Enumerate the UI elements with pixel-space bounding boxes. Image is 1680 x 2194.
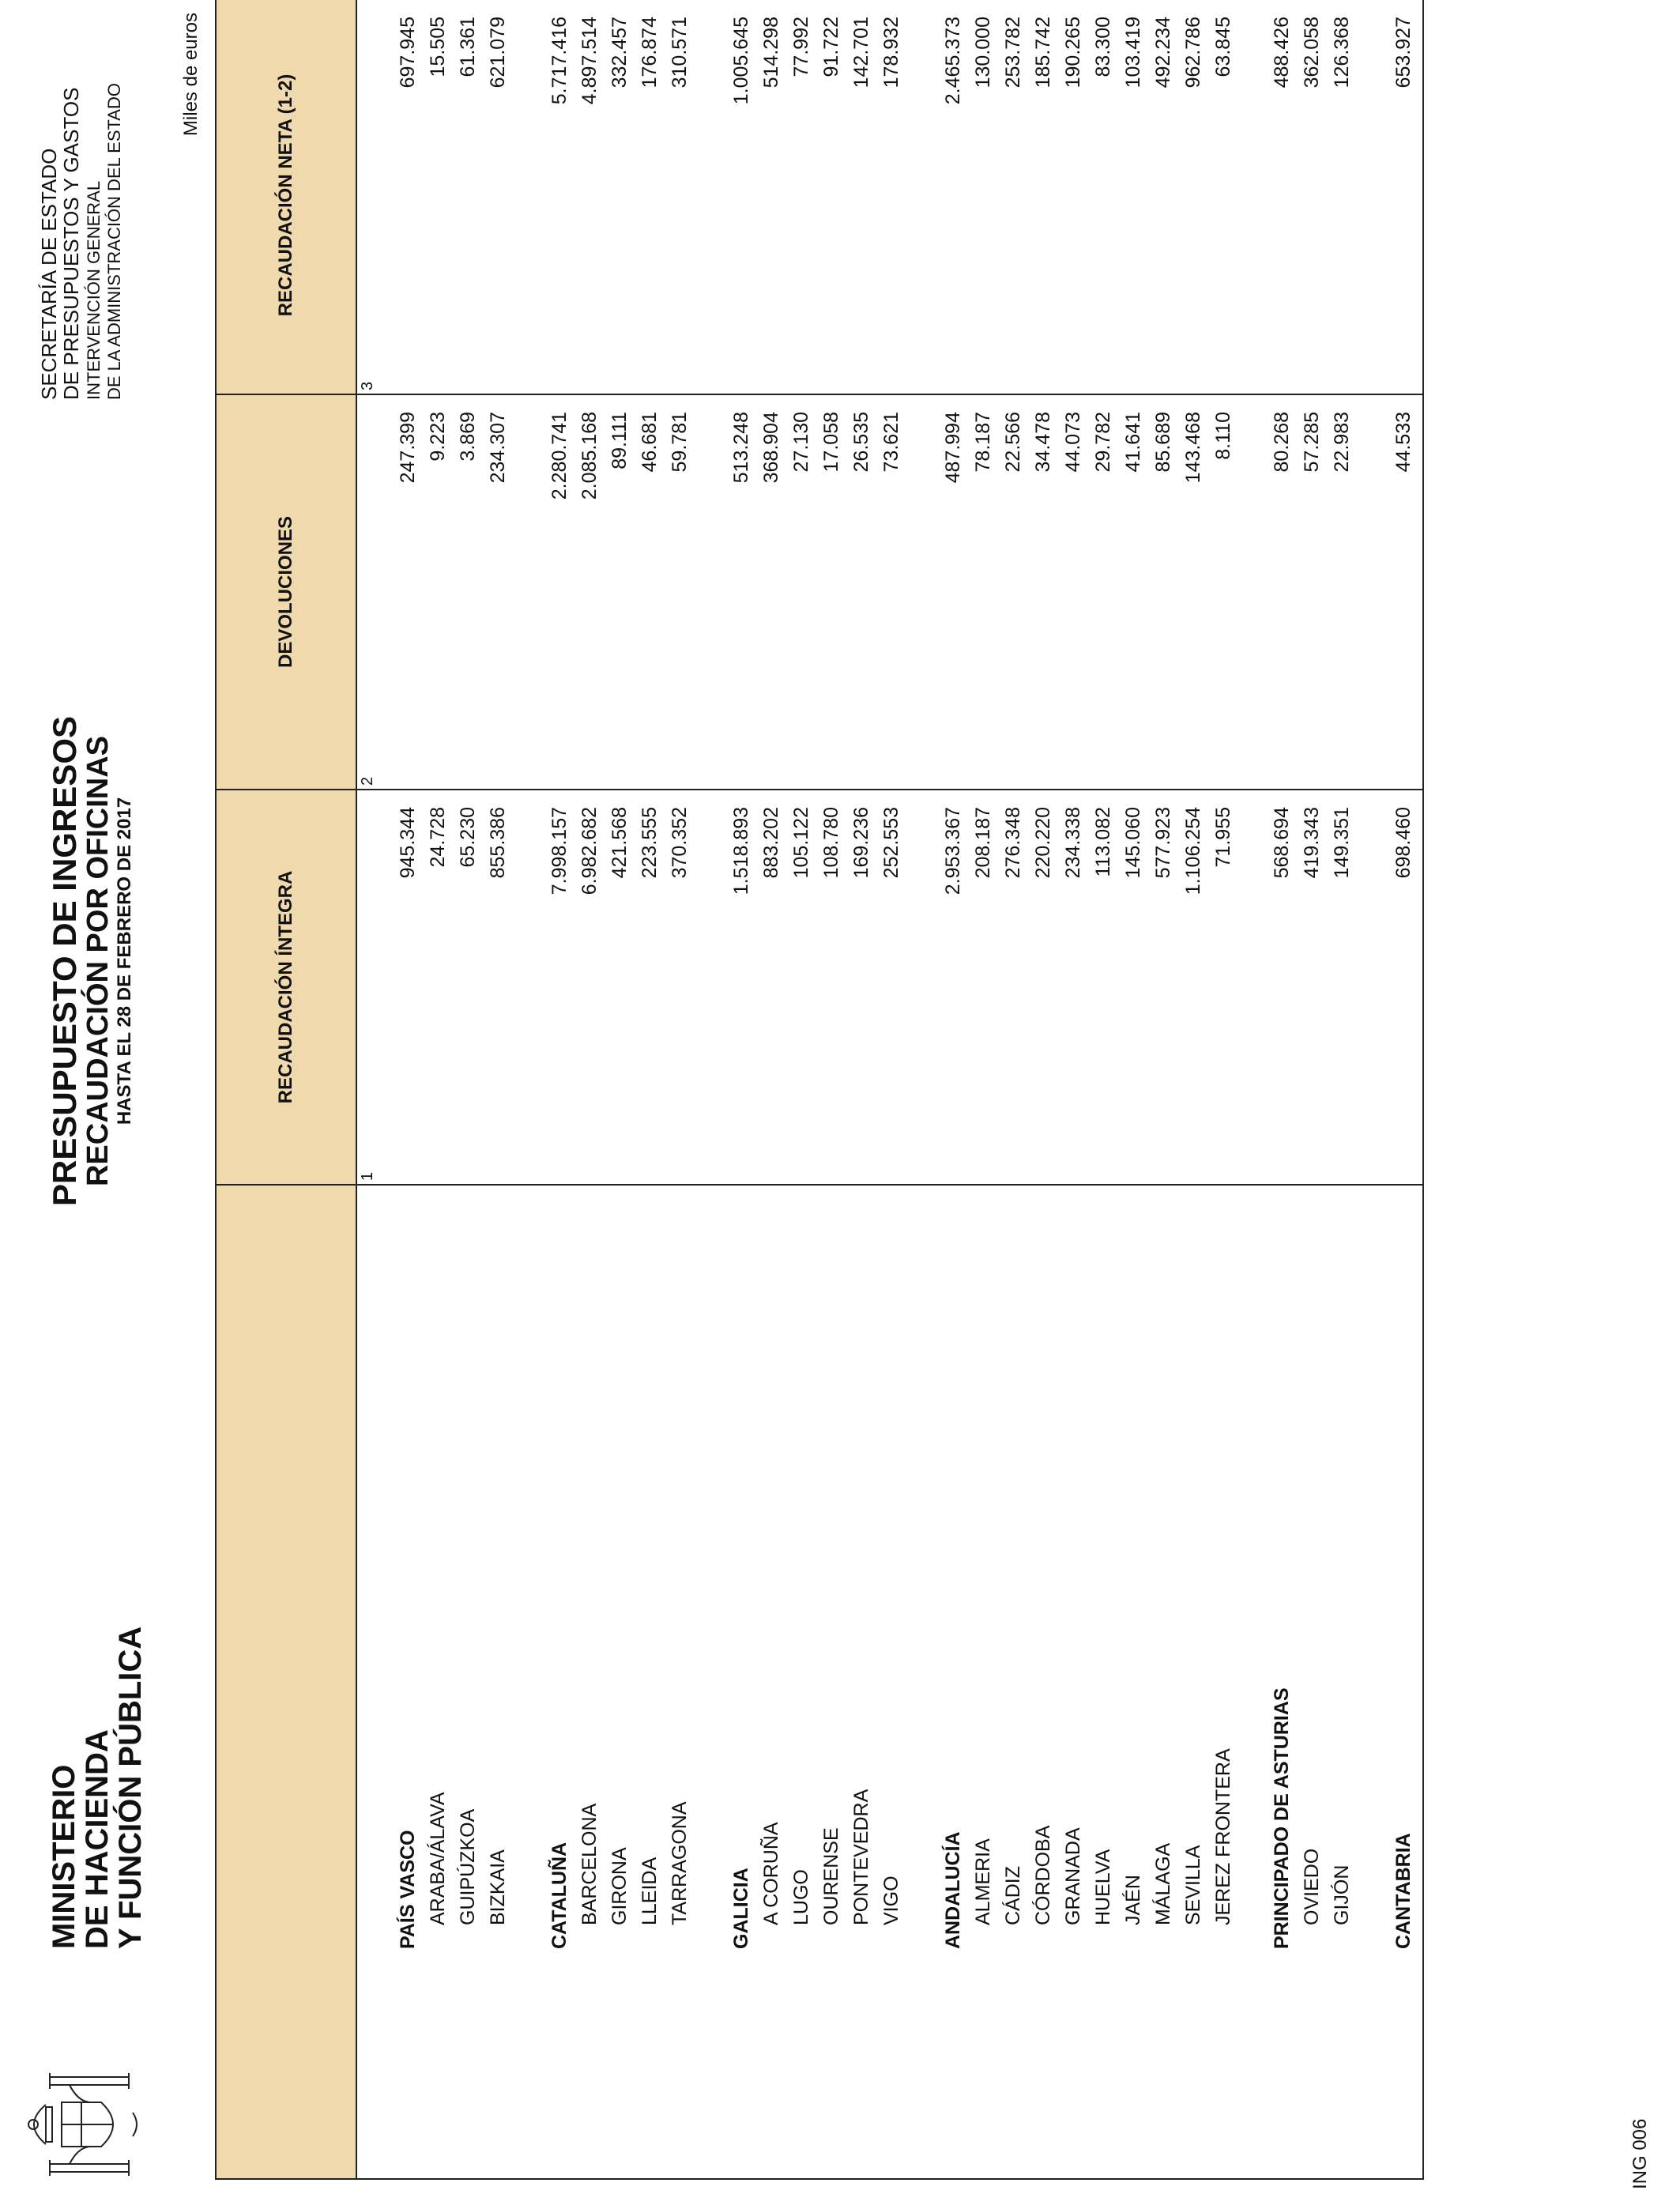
cell-devoluciones: 368.904 bbox=[760, 412, 782, 484]
table-row bbox=[1152, 0, 1182, 2178]
table-row bbox=[760, 0, 790, 2178]
cell-devoluciones: 234.307 bbox=[487, 412, 509, 484]
cell-devoluciones: 143.468 bbox=[1182, 412, 1204, 484]
cell-recaudacion-integra: 883.202 bbox=[760, 807, 782, 879]
cell-recaudacion-neta: 77.992 bbox=[790, 17, 812, 77]
column-header-integra: RECAUDACIÓN ÍNTEGRA bbox=[217, 789, 356, 1184]
report-title: PRESUPUESTO DE INGRESOS bbox=[46, 715, 83, 1207]
row-name: OURENSE bbox=[820, 1827, 842, 1925]
cell-recaudacion-neta: 103.419 bbox=[1122, 17, 1144, 89]
row-name: TARRAGONA bbox=[669, 1801, 691, 1925]
column-header-neta: RECAUDACIÓN NETA (1-2) bbox=[217, 0, 356, 394]
cell-recaudacion-neta: 962.786 bbox=[1182, 17, 1204, 89]
cell-recaudacion-neta: 653.927 bbox=[1392, 17, 1414, 89]
table-row bbox=[1122, 0, 1152, 2178]
cell-devoluciones: 3.869 bbox=[457, 412, 479, 462]
cell-devoluciones: 2.280.741 bbox=[548, 412, 571, 500]
units-label: Miles de euros bbox=[180, 13, 202, 137]
cell-devoluciones: 8.110 bbox=[1212, 412, 1234, 460]
cell-devoluciones: 487.994 bbox=[942, 412, 964, 484]
cell-recaudacion-integra: 252.553 bbox=[880, 807, 902, 879]
table-row bbox=[1392, 0, 1422, 2178]
cell-recaudacion-integra: 698.460 bbox=[1392, 807, 1414, 879]
row-name: BARCELONA bbox=[578, 1803, 601, 1925]
table-row bbox=[730, 0, 760, 2178]
row-name: MÁLAGA bbox=[1152, 1842, 1174, 1925]
cell-recaudacion-neta: 332.457 bbox=[608, 17, 631, 89]
cell-recaudacion-integra: 108.780 bbox=[820, 807, 842, 879]
cell-devoluciones: 85.689 bbox=[1152, 412, 1174, 473]
cell-recaudacion-integra: 6.982.682 bbox=[578, 807, 601, 895]
table-row bbox=[1301, 0, 1331, 2178]
cell-recaudacion-integra: 1.518.893 bbox=[730, 807, 752, 895]
cell-recaudacion-integra: 105.122 bbox=[790, 807, 812, 879]
cell-recaudacion-neta: 83.300 bbox=[1092, 17, 1114, 77]
table-row bbox=[1062, 0, 1092, 2178]
table-row bbox=[820, 0, 850, 2178]
secretaria-block bbox=[38, 83, 123, 400]
table-row bbox=[790, 0, 820, 2178]
cell-recaudacion-integra: 208.187 bbox=[972, 807, 994, 879]
column-number-2: 2 bbox=[359, 776, 376, 786]
cell-recaudacion-integra: 65.230 bbox=[457, 807, 479, 868]
cell-recaudacion-integra: 1.106.254 bbox=[1182, 807, 1204, 895]
cell-recaudacion-integra: 276.348 bbox=[1002, 807, 1024, 879]
cell-recaudacion-integra: 145.060 bbox=[1122, 807, 1144, 879]
cell-recaudacion-neta: 621.079 bbox=[487, 17, 509, 89]
cell-recaudacion-neta: 4.897.514 bbox=[578, 17, 601, 105]
row-name: GRANADA bbox=[1062, 1827, 1084, 1925]
cell-recaudacion-neta: 697.945 bbox=[397, 17, 419, 89]
ministry-name bbox=[47, 1627, 147, 1949]
row-name: JEREZ FRONTERA bbox=[1212, 1748, 1234, 1925]
table-row bbox=[1002, 0, 1032, 2178]
row-name: BIZKAIA bbox=[487, 1849, 509, 1925]
cell-recaudacion-integra: 568.694 bbox=[1271, 807, 1293, 879]
header-blank-cell bbox=[217, 1184, 356, 2178]
table-row bbox=[1271, 0, 1301, 2178]
table-row bbox=[608, 0, 638, 2178]
cell-recaudacion-neta: 492.234 bbox=[1152, 17, 1174, 89]
cell-recaudacion-neta: 190.265 bbox=[1062, 17, 1084, 89]
row-name: ANDALUCÍA bbox=[942, 1831, 964, 1949]
cell-devoluciones: 41.641 bbox=[1122, 412, 1144, 473]
row-name: CANTABRIA bbox=[1392, 1833, 1414, 1949]
row-name: CÓRDOBA bbox=[1032, 1825, 1054, 1925]
cell-recaudacion-neta: 176.874 bbox=[638, 17, 661, 89]
document-code: ING 006 bbox=[1629, 2118, 1651, 2189]
row-name: JAÉN bbox=[1122, 1875, 1144, 1925]
cell-recaudacion-integra: 7.998.157 bbox=[548, 807, 571, 895]
cell-devoluciones: 22.566 bbox=[1002, 412, 1024, 473]
row-name: VIGO bbox=[880, 1875, 902, 1925]
cell-devoluciones: 46.681 bbox=[638, 412, 661, 473]
table-row bbox=[457, 0, 487, 2178]
row-name: GUIPÚZKOA bbox=[457, 1808, 479, 1925]
cell-recaudacion-integra: 370.352 bbox=[669, 807, 691, 879]
table-row bbox=[669, 0, 699, 2178]
row-name: GIRONA bbox=[608, 1847, 631, 1925]
cell-recaudacion-integra: 113.082 bbox=[1092, 807, 1114, 877]
report-date: HASTA EL 28 DE FEBRERO DE 2017 bbox=[114, 797, 135, 1125]
coat-of-arms-icon bbox=[14, 2069, 153, 2180]
ministry-line-1: MINISTERIO bbox=[47, 1764, 81, 1949]
cell-recaudacion-integra: 577.923 bbox=[1152, 807, 1174, 879]
cell-recaudacion-neta: 142.701 bbox=[850, 17, 872, 89]
cell-recaudacion-integra: 421.568 bbox=[608, 807, 631, 879]
row-name: SEVILLA bbox=[1182, 1845, 1204, 1925]
table-row bbox=[427, 0, 457, 2178]
cell-recaudacion-neta: 488.426 bbox=[1271, 17, 1293, 89]
table-row bbox=[942, 0, 972, 2178]
cell-devoluciones: 44.073 bbox=[1062, 412, 1084, 473]
cell-devoluciones: 57.285 bbox=[1301, 412, 1323, 473]
cell-recaudacion-neta: 63.845 bbox=[1212, 17, 1234, 77]
table-row bbox=[578, 0, 608, 2178]
cell-recaudacion-neta: 253.782 bbox=[1002, 17, 1024, 89]
cell-recaudacion-integra: 2.953.367 bbox=[942, 807, 964, 895]
ministry-line-3: Y FUNCIÓN PÚBLICA bbox=[113, 1626, 148, 1949]
cell-recaudacion-integra: 220.220 bbox=[1032, 807, 1054, 879]
column-header-devoluciones: DEVOLUCIONES bbox=[217, 394, 356, 789]
row-name: CATALUÑA bbox=[548, 1842, 571, 1949]
cell-recaudacion-integra: 24.728 bbox=[427, 807, 449, 868]
cell-recaudacion-neta: 61.361 bbox=[457, 17, 479, 77]
data-table bbox=[215, 0, 1424, 2180]
cell-recaudacion-neta: 5.717.416 bbox=[548, 17, 571, 105]
cell-devoluciones: 89.111 bbox=[608, 412, 631, 469]
table-row bbox=[850, 0, 880, 2178]
row-name: PONTEVEDRA bbox=[850, 1789, 872, 1925]
cell-recaudacion-neta: 362.058 bbox=[1301, 17, 1323, 89]
cell-devoluciones: 513.248 bbox=[730, 412, 752, 484]
table-row bbox=[1032, 0, 1062, 2178]
column-number-1: 1 bbox=[359, 1171, 376, 1181]
row-name: LLEIDA bbox=[638, 1857, 661, 1925]
report-titles bbox=[47, 281, 136, 1641]
table-row bbox=[1331, 0, 1361, 2178]
column-number-3: 3 bbox=[359, 381, 376, 390]
cell-recaudacion-integra: 223.555 bbox=[638, 807, 661, 879]
table-row bbox=[397, 0, 427, 2178]
cell-devoluciones: 22.983 bbox=[1331, 412, 1353, 473]
intervencion-line-1: INTERVENCIÓN GENERAL bbox=[84, 180, 104, 400]
cell-recaudacion-integra: 945.344 bbox=[397, 807, 419, 879]
table-row bbox=[548, 0, 578, 2178]
table-row bbox=[972, 0, 1002, 2178]
secretaria-line-2: DE PRESUPUESTOS Y GASTOS bbox=[59, 87, 83, 400]
cell-devoluciones: 78.187 bbox=[972, 412, 994, 473]
cell-recaudacion-integra: 234.338 bbox=[1062, 807, 1084, 879]
row-name: HUELVA bbox=[1092, 1849, 1114, 1925]
cell-recaudacion-neta: 310.571 bbox=[669, 17, 691, 89]
cell-devoluciones: 26.535 bbox=[850, 412, 872, 473]
table-row bbox=[638, 0, 669, 2178]
row-name: CÁDIZ bbox=[1002, 1866, 1024, 1925]
table-row bbox=[1092, 0, 1122, 2178]
row-name: A CORUÑA bbox=[760, 1822, 782, 1925]
row-name: PRINCIPADO DE ASTURIAS bbox=[1271, 1687, 1293, 1949]
cell-recaudacion-neta: 126.368 bbox=[1331, 17, 1353, 89]
cell-devoluciones: 2.085.168 bbox=[578, 412, 601, 500]
table-row bbox=[487, 0, 517, 2178]
row-name: ALMERIA bbox=[972, 1838, 994, 1925]
intervencion-line-2: DE LA ADMINISTRACIÓN DEL ESTADO bbox=[104, 83, 124, 400]
cell-recaudacion-neta: 178.932 bbox=[880, 17, 902, 89]
cell-devoluciones: 17.058 bbox=[820, 412, 842, 473]
cell-recaudacion-integra: 169.236 bbox=[850, 807, 872, 879]
cell-devoluciones: 29.782 bbox=[1092, 412, 1114, 473]
cell-devoluciones: 247.399 bbox=[397, 412, 419, 484]
report-subtitle: RECAUDACIÓN POR OFICINAS bbox=[81, 735, 115, 1187]
cell-devoluciones: 34.478 bbox=[1032, 412, 1054, 473]
row-name: LUGO bbox=[790, 1869, 812, 1925]
cell-recaudacion-neta: 1.005.645 bbox=[730, 17, 752, 105]
row-name: PAÍS VASCO bbox=[397, 1830, 419, 1949]
secretaria-line-1: SECRETARÍA DE ESTADO bbox=[37, 148, 61, 400]
cell-devoluciones: 44.533 bbox=[1392, 412, 1414, 473]
cell-recaudacion-neta: 2.465.373 bbox=[942, 17, 964, 105]
cell-recaudacion-neta: 15.505 bbox=[427, 17, 449, 77]
cell-recaudacion-integra: 855.386 bbox=[487, 807, 509, 879]
row-name: GALICIA bbox=[730, 1868, 752, 1949]
cell-devoluciones: 73.621 bbox=[880, 412, 902, 473]
cell-recaudacion-integra: 419.343 bbox=[1301, 807, 1323, 879]
cell-recaudacion-integra: 149.351 bbox=[1331, 807, 1353, 879]
cell-devoluciones: 59.781 bbox=[669, 412, 691, 473]
cell-recaudacion-neta: 91.722 bbox=[820, 17, 842, 77]
cell-recaudacion-neta: 130.000 bbox=[972, 17, 994, 89]
table-row bbox=[1182, 0, 1212, 2178]
cell-devoluciones: 80.268 bbox=[1271, 412, 1293, 473]
ministry-line-2: DE HACIENDA bbox=[80, 1729, 115, 1949]
table-row bbox=[1212, 0, 1242, 2178]
row-name: GIJÓN bbox=[1331, 1864, 1353, 1925]
header-rule bbox=[356, 0, 357, 2178]
cell-recaudacion-neta: 514.298 bbox=[760, 17, 782, 89]
cell-recaudacion-integra: 71.955 bbox=[1212, 807, 1234, 868]
row-name: OVIEDO bbox=[1301, 1848, 1323, 1925]
table-row bbox=[880, 0, 910, 2178]
row-name: ARABA/ÁLAVA bbox=[427, 1792, 449, 1925]
cell-recaudacion-neta: 185.742 bbox=[1032, 17, 1054, 89]
cell-devoluciones: 9.223 bbox=[427, 412, 449, 462]
cell-devoluciones: 27.130 bbox=[790, 412, 812, 473]
